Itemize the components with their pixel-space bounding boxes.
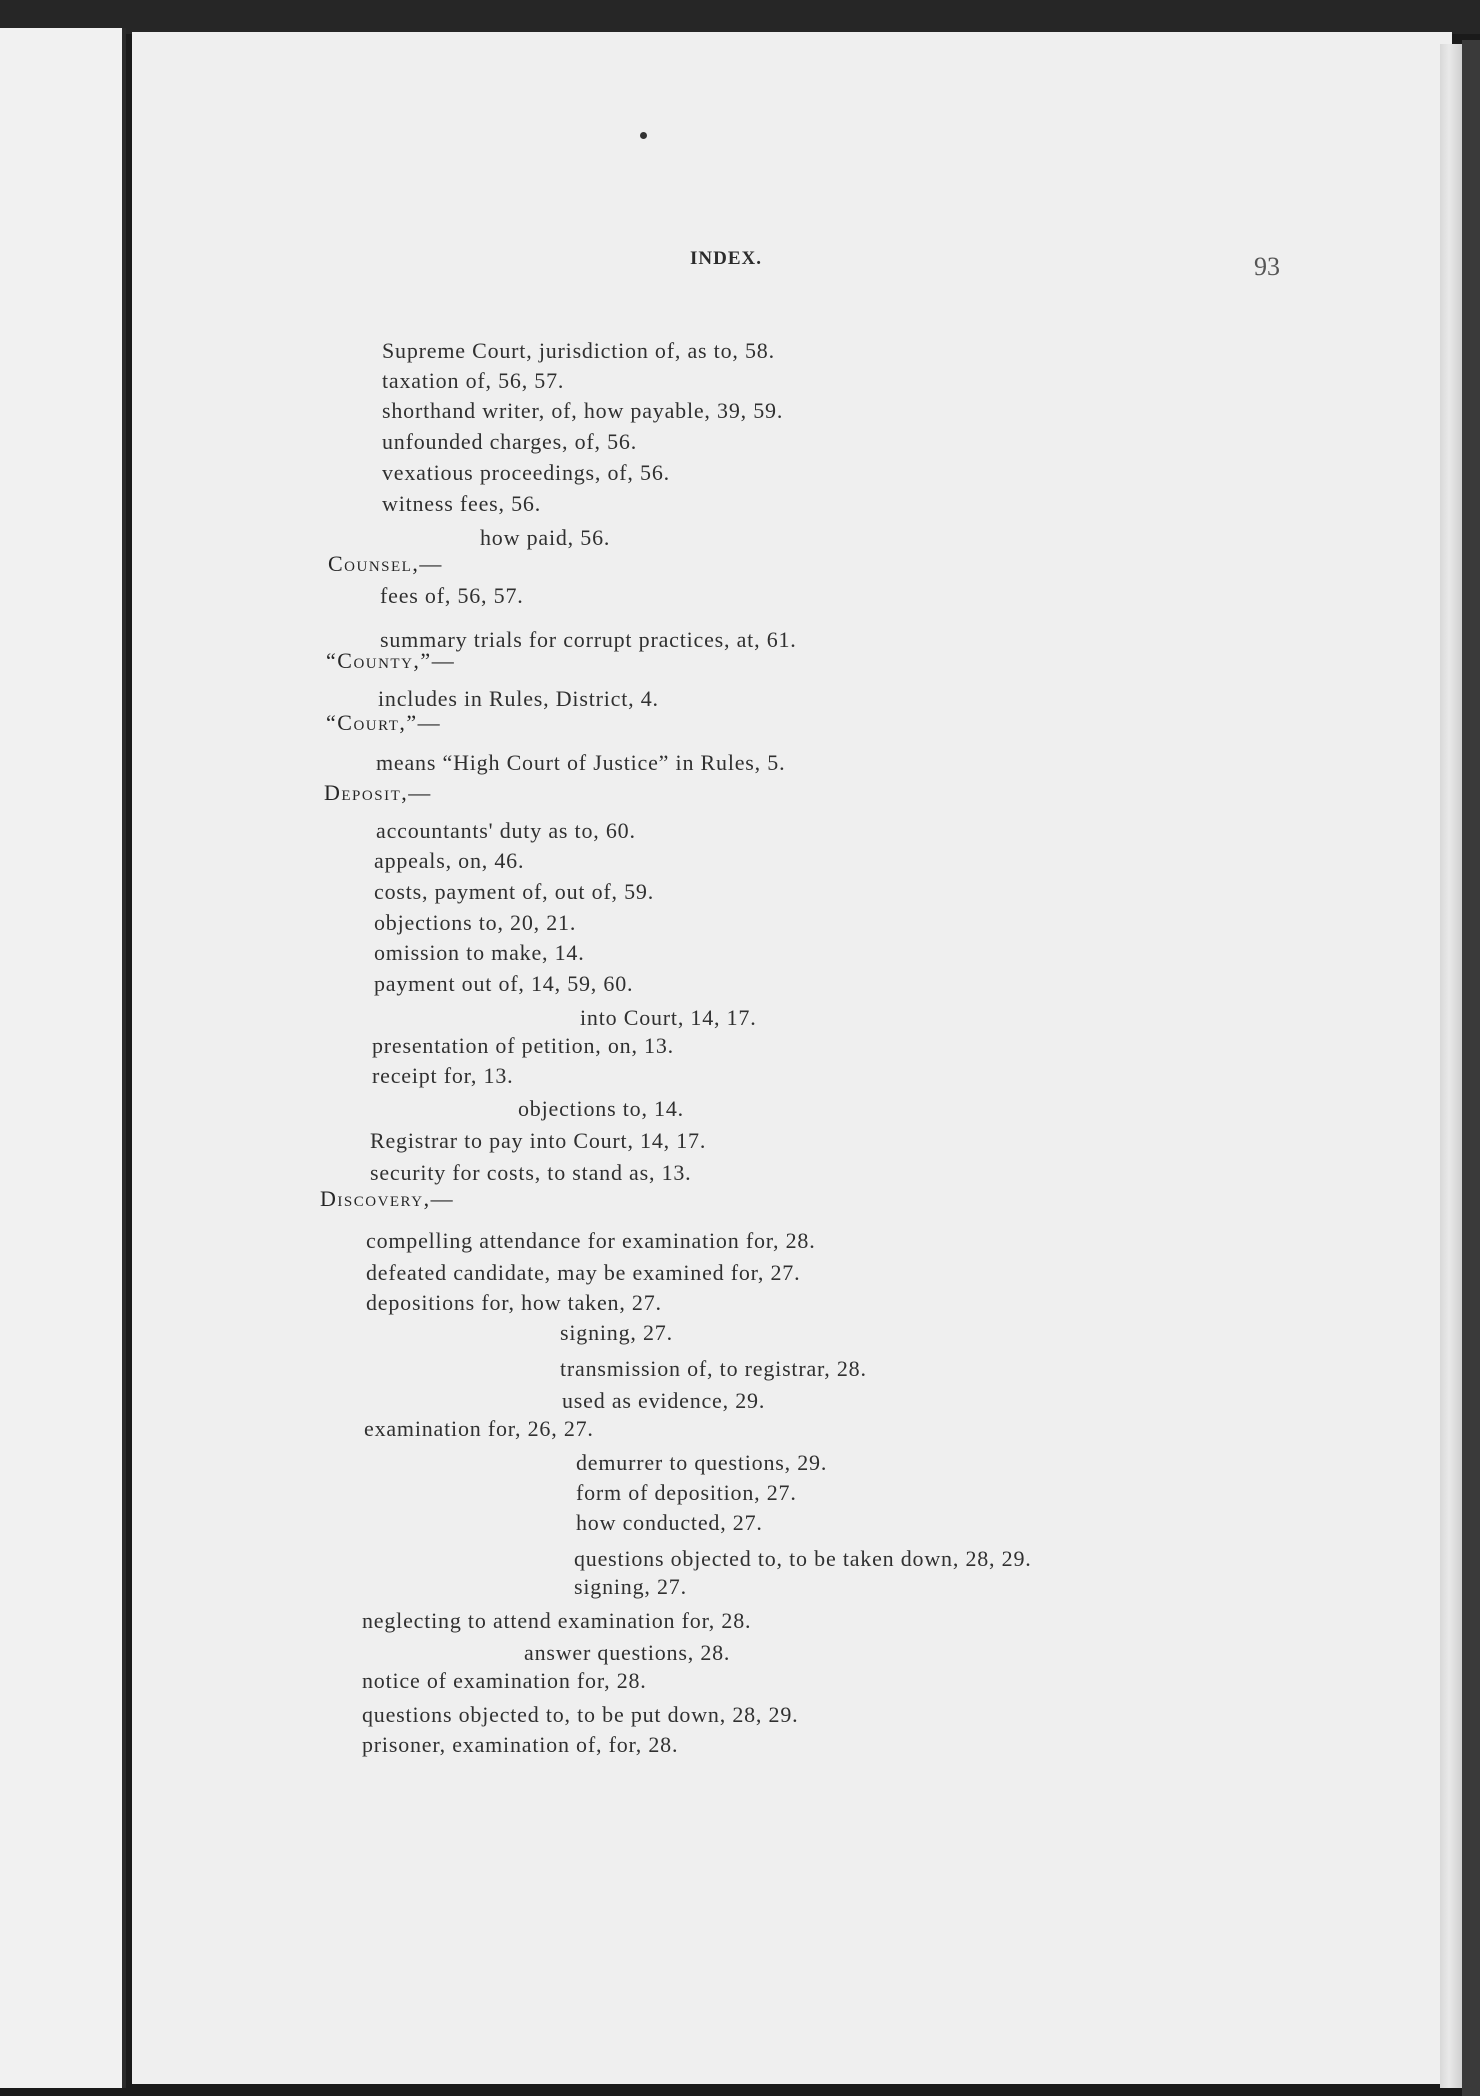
index-entry: transmission of, to registrar, 28. (560, 1356, 867, 1381)
page-fore-edge (1440, 44, 1462, 2088)
print-speck (640, 132, 647, 139)
index-heading: Discovery,— (320, 1186, 455, 1211)
index-entry: objections to, 20, 21. (374, 910, 577, 935)
index-entry: vexatious proceedings, of, 56. (382, 460, 670, 485)
index-entry: questions objected to, to be taken down, 28, 29. (574, 1546, 1032, 1571)
index-entry: receipt for, 13. (372, 1063, 514, 1088)
index-heading: “County,”— (326, 648, 456, 673)
index-entry: questions objected to, to be put down, 28, 29. (362, 1702, 799, 1727)
index-entry: omission to make, 14. (374, 940, 585, 965)
index-entry: Registrar to pay into Court, 14, 17. (370, 1128, 707, 1153)
index-entry: signing, 27. (560, 1320, 673, 1345)
scan-top-border (0, 0, 1480, 34)
index-entry: answer questions, 28. (524, 1640, 731, 1665)
page-number: 93 (1254, 252, 1280, 281)
index-entry: accountants' duty as to, 60. (376, 818, 636, 843)
index-entry: form of deposition, 27. (576, 1480, 797, 1505)
index-entry: how paid, 56. (480, 525, 611, 550)
facing-page-edge (0, 28, 126, 2088)
index-entry: payment out of, 14, 59, 60. (374, 971, 634, 996)
index-entry: unfounded charges, of, 56. (382, 429, 638, 454)
index-entry: neglecting to attend examination for, 28. (362, 1608, 752, 1633)
index-heading: Deposit,— (324, 780, 432, 805)
index-entry: how conducted, 27. (576, 1510, 763, 1535)
index-entry: fees of, 56, 57. (380, 583, 524, 608)
index-entry: costs, payment of, out of, 59. (374, 879, 655, 904)
index-entry: depositions for, how taken, 27. (366, 1290, 662, 1315)
index-entry: Supreme Court, jurisdiction of, as to, 58. (382, 338, 775, 363)
index-entry: used as evidence, 29. (562, 1388, 766, 1413)
index-entry: compelling attendance for examination for, 28. (366, 1228, 816, 1253)
index-entry: prisoner, examination of, for, 28. (362, 1732, 679, 1757)
running-head: INDEX. (690, 248, 762, 269)
index-entry: objections to, 14. (518, 1096, 684, 1121)
index-heading: Counsel,— (328, 551, 443, 576)
index-entry: appeals, on, 46. (374, 848, 525, 873)
index-heading: “Court,”— (326, 710, 442, 735)
index-entry: signing, 27. (574, 1574, 687, 1599)
index-entry: defeated candidate, may be examined for, 27. (366, 1260, 801, 1285)
index-entry: summary trials for corrupt practices, at, 61. (380, 627, 797, 652)
index-entry: witness fees, 56. (382, 491, 542, 516)
binding-shadow (1462, 40, 1480, 2096)
index-entry: means “High Court of Justice” in Rules, 5. (376, 750, 786, 775)
index-entry: shorthand writer, of, how payable, 39, 59. (382, 398, 784, 423)
index-entry: security for costs, to stand as, 13. (370, 1160, 692, 1185)
index-entry: taxation of, 56, 57. (382, 368, 565, 393)
book-page (132, 32, 1452, 2084)
index-entry: demurrer to questions, 29. (576, 1450, 828, 1475)
index-entry: examination for, 26, 27. (364, 1416, 594, 1441)
index-entry: into Court, 14, 17. (580, 1005, 757, 1030)
index-entry: includes in Rules, District, 4. (378, 686, 659, 711)
index-entry: presentation of petition, on, 13. (372, 1033, 674, 1058)
index-entry: notice of examination for, 28. (362, 1668, 647, 1693)
